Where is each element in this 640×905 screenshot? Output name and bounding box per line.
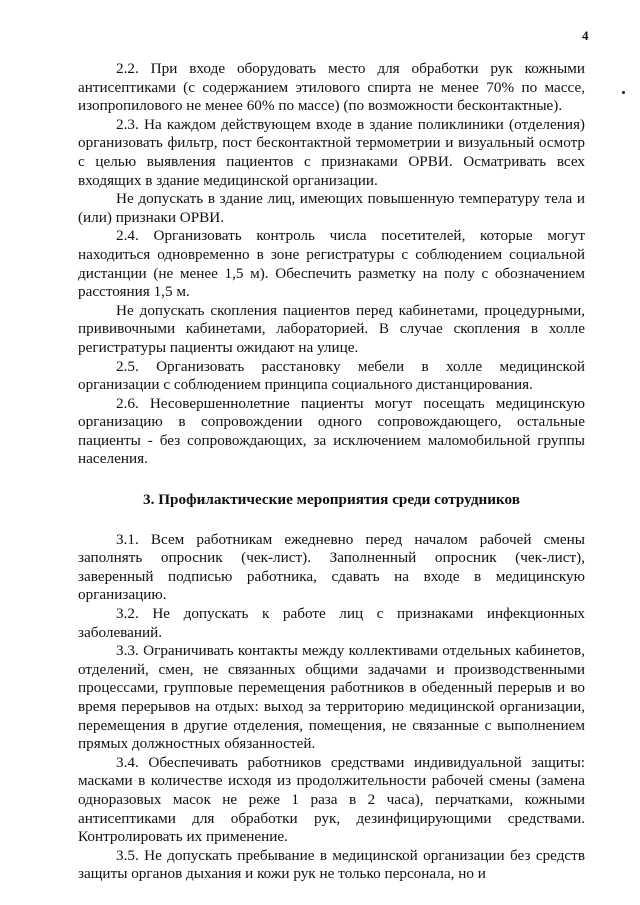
section-3-heading: 3. Профилактические мероприятия среди сотрудников: [143, 491, 520, 509]
scan-speck: [622, 91, 625, 94]
paragraph-2-2: 2.2. При входе оборудовать место для обработки рук кожными антисептиками (с содержанием этилового спирта не менее 70% по массе, изопропилового не менее 60% по массе) (по возможности бесконтактные).: [78, 60, 585, 115]
paragraph-2-4-note: Не допускать скопления пациентов перед кабинетами, процедурными, прививочными кабинетами, лабораторией. В случае скопления в холле регистратуры пациенты ожидают на улице.: [78, 301, 585, 356]
paragraph-3-4: 3.4. Обеспечивать работников средствами индивидуальной защиты: масками в количестве исходя из продолжительности рабочей смены (замена одноразовых масок не реже 1 раза в 2 часа), перчатками, кожными антисептиками для обработки рук, дезинфицирующими средствами. Контролировать их применение.: [78, 753, 585, 846]
paragraph-2-4: 2.4. Организовать контроль числа посетителей, которые могут находиться одновременно в зоне регистратуры с соблюдением социальной дистанции (не менее 1,5 м). Обеспечить разметку на полу с обозначением расстояния 1,5 м.: [78, 227, 585, 301]
paragraph-2-3-note: Не допускать в здание лиц, имеющих повышенную температуру тела и (или) признаки ОРВИ.: [78, 190, 585, 226]
paragraph-3-2: 3.2. Не допускать к работе лиц с признаками инфекционных заболеваний.: [78, 605, 585, 641]
paragraph-2-5: 2.5. Организовать расстановку мебели в холле медицинской организации с соблюдением принципа социального дистанцирования.: [78, 357, 585, 394]
paragraph-2-3: 2.3. На каждом действующем входе в здание поликлиники (отделения) организовать фильтр, пост бесконтактной термометрии и визуальный осмотр с целью выявления пациентов с признаками ОРВИ. Осматривать всех входящих в здание медицинской организации.: [78, 115, 585, 189]
page-number: 4: [582, 28, 589, 43]
paragraph-3-5: 3.5. Не допускать пребывание в медицинской организации без средств защиты органов дыхания и кожи рук не только персонала, но и: [78, 846, 585, 883]
paragraph-2-6: 2.6. Несовершеннолетние пациенты могут посещать медицинскую организацию в сопровождении одного сопровождающего, остальные пациенты - без сопровождающих, за исключением маломобильной группы населения.: [78, 394, 585, 468]
paragraph-3-3: 3.3. Ограничивать контакты между коллективами отдельных кабинетов, отделений, смен, не связанных общими задачами и производственными процессами, групповые перемещения работников в обеденный перерыв и во время перерывов на отдых: выход за территорию медицинской организации, перемещения в другие отделения, помещения, не связанные с выполнением прямых должностных обязанностей.: [78, 642, 585, 753]
document-body: [78, 60, 585, 884]
paragraph-3-1: 3.1. Всем работникам ежедневно перед началом рабочей смены заполнять опросник (чек-лист). Заполненный опросник (чек-лист), заверенный подписью работника, сдавать на входе в медицинскую организацию.: [78, 530, 585, 604]
